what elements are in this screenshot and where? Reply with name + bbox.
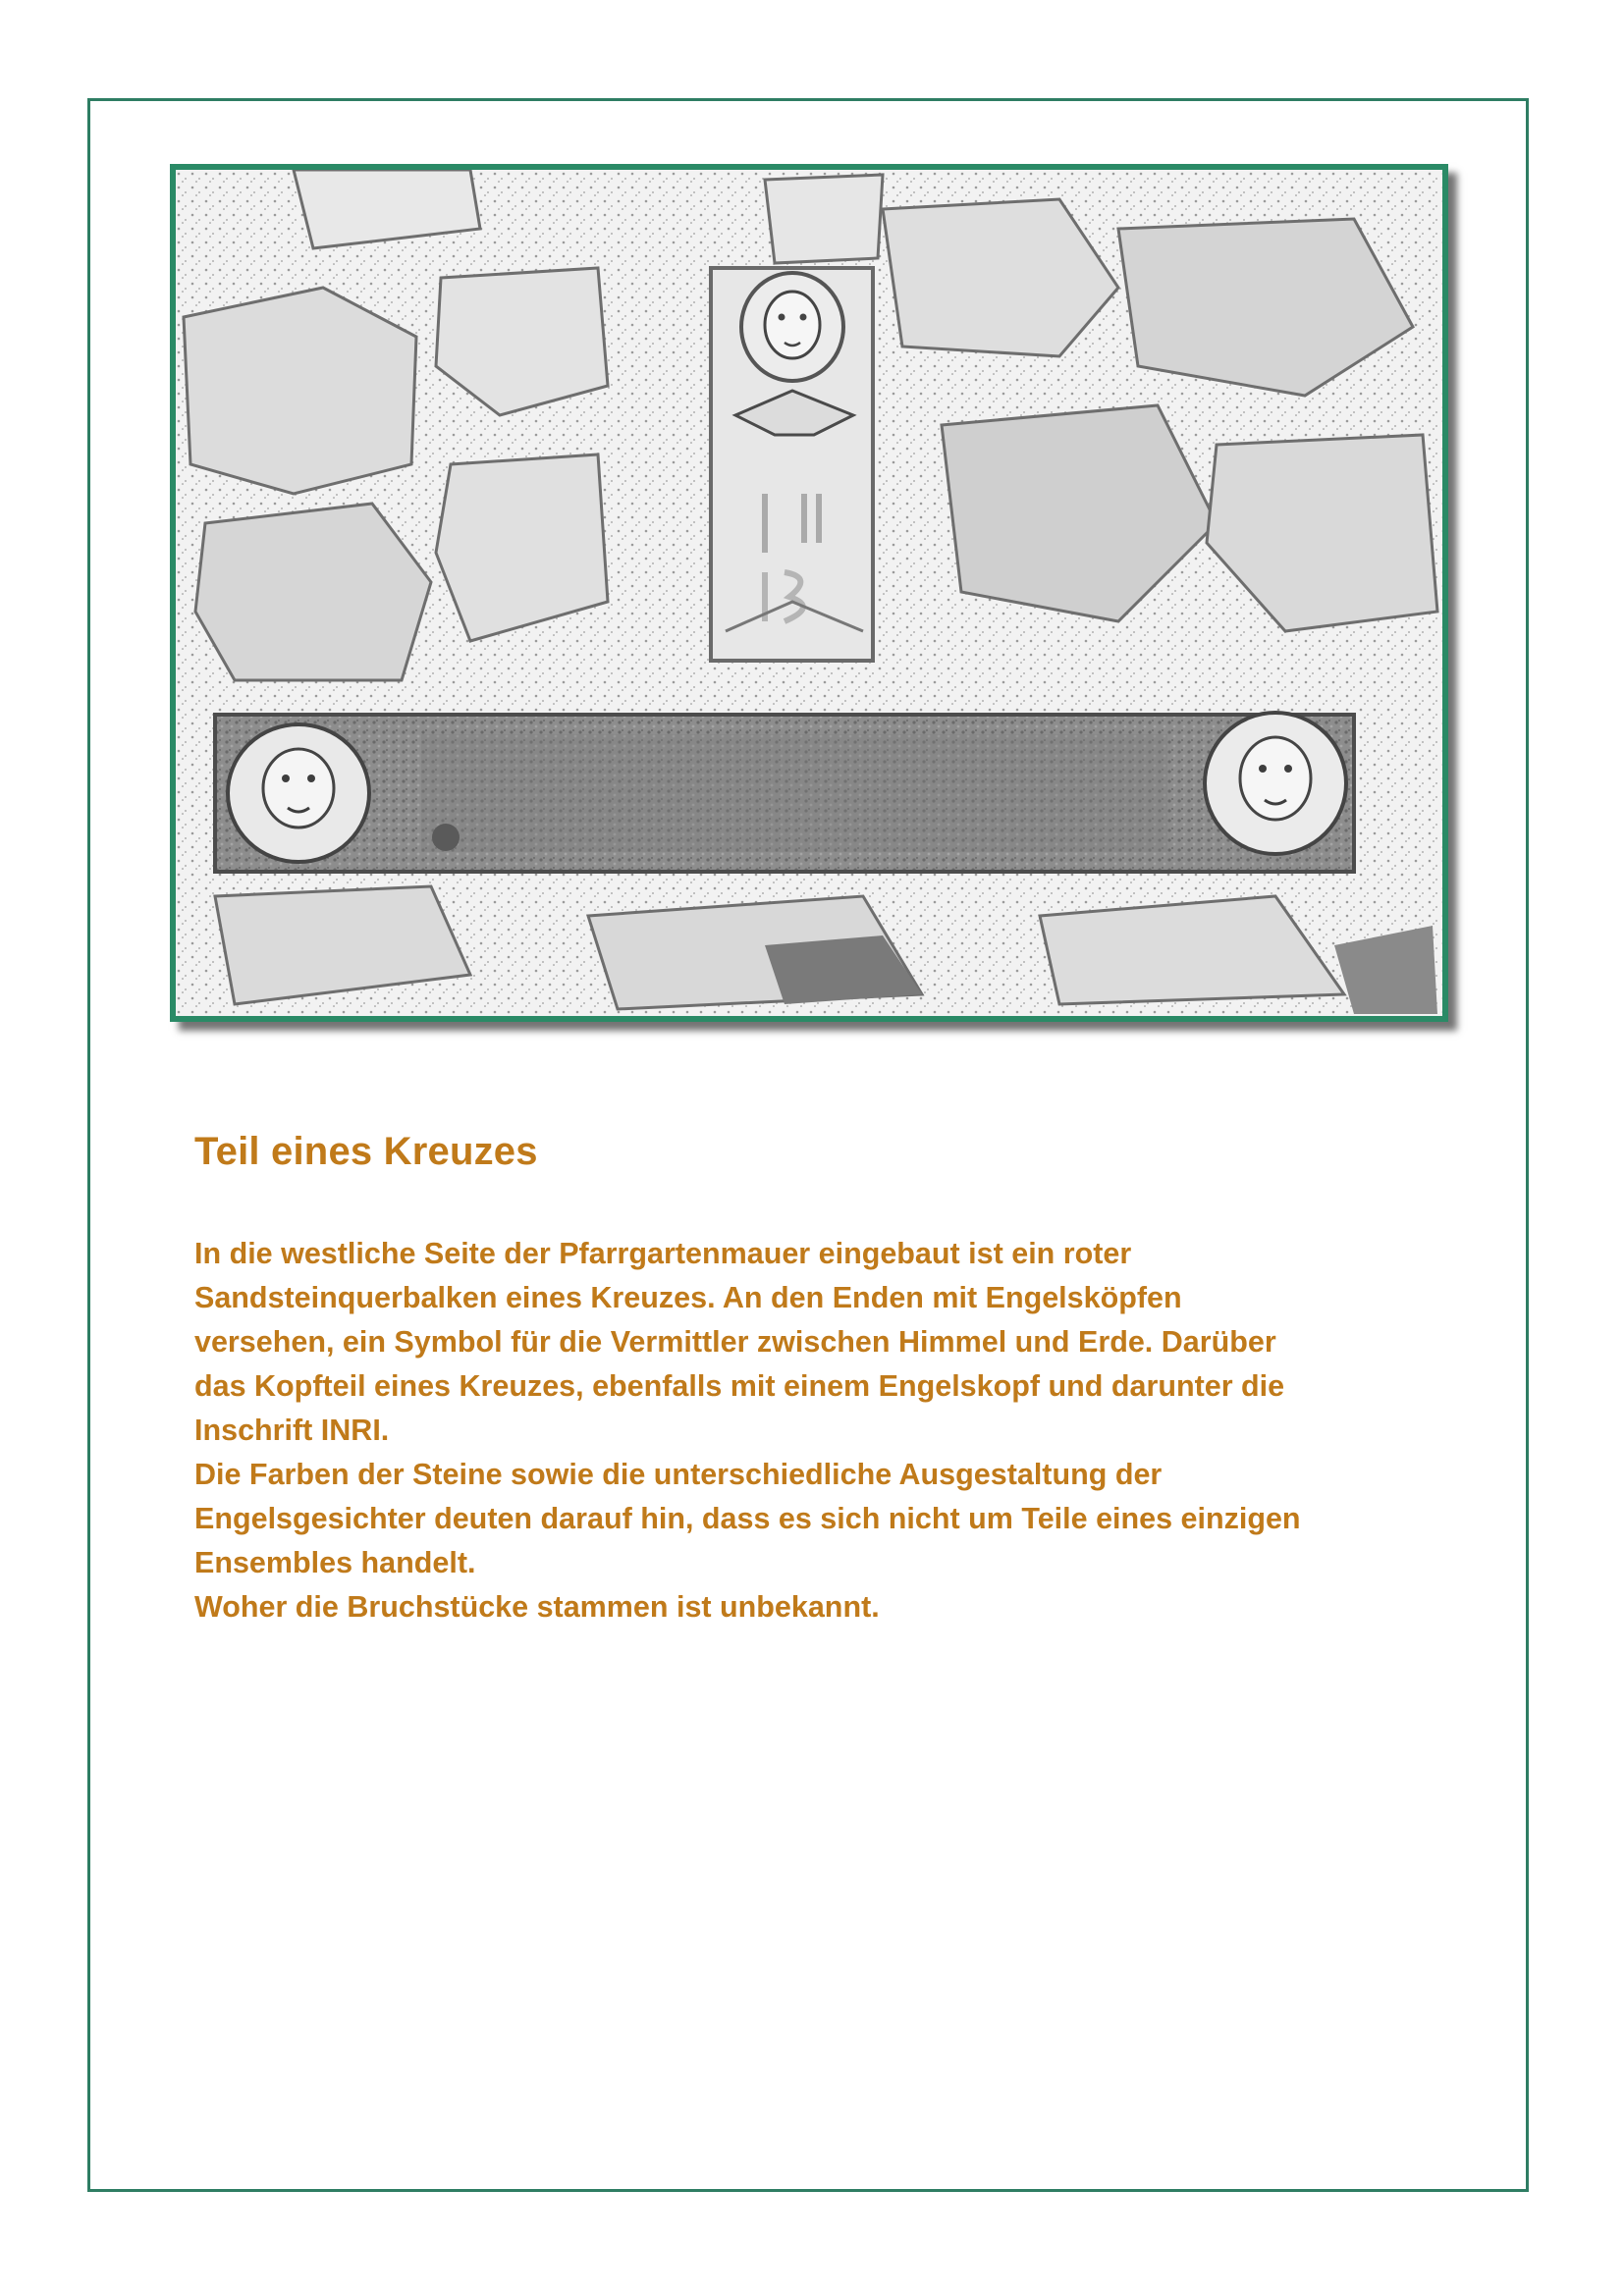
cross-beam [215,713,1354,872]
text-line: Ensembles handelt. [194,1546,476,1579]
heading: Teil eines Kreuzes [194,1130,538,1173]
text-line: Inschrift INRI. [194,1414,390,1447]
text-line: Die Farben der Steine sowie die unterschiedliche Ausgestaltung der [194,1458,1163,1491]
cross-head-part [711,268,873,661]
photo-drawing [176,170,1442,1016]
text-line: Engelsgesichter deuten darauf hin, dass es sich nicht um Teile eines einzigen [194,1502,1301,1535]
stone-relief-photo [170,164,1448,1022]
text-line: das Kopfteil eines Kreuzes, ebenfalls mit einem Engelskopf und darunter die [194,1369,1285,1403]
text-line: Sandsteinquerbalken eines Kreuzes. An den Enden mit Engelsköpfen [194,1281,1182,1314]
text-line: Woher die Bruchstücke stammen ist unbekannt. [194,1590,880,1624]
text-line: In die westliche Seite der Pfarrgartenmauer eingebaut ist ein roter [194,1237,1132,1270]
text-line: versehen, ein Symbol für die Vermittler zwischen Himmel und Erde. Darüber [194,1325,1276,1359]
body-paragraph [194,1232,1432,1629]
